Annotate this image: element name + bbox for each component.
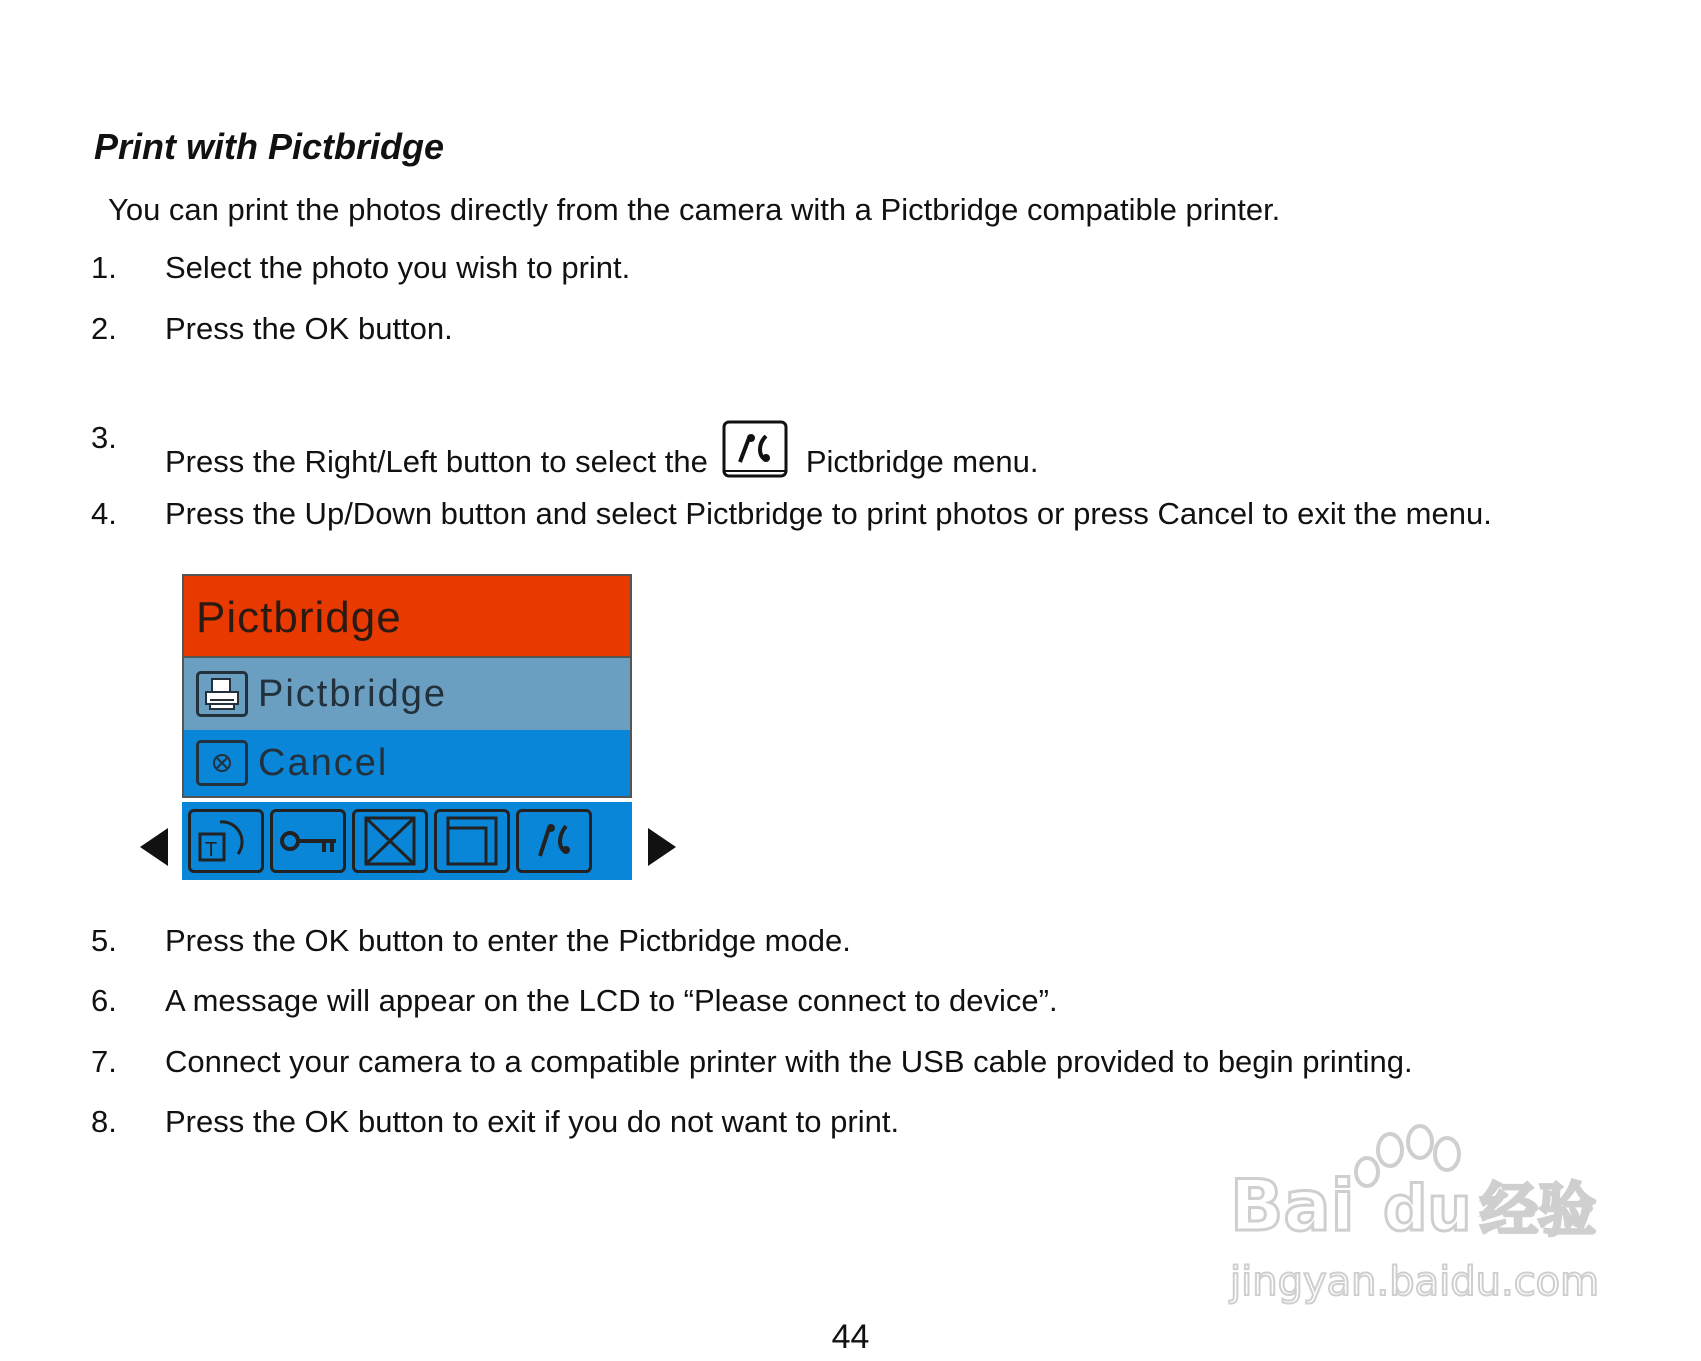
svg-text:jingyan.baidu.com: jingyan.baidu.com [1230,1259,1600,1305]
step-number: 2. [91,311,117,346]
lcd-item-label: Cancel [258,741,389,784]
step-text-after: Pictbridge menu. [805,444,1039,479]
step-text-before: Press the Right/Left button to select the [165,444,708,479]
lcd-item-label: Pictbridge [258,672,447,715]
pictbridge-icon [722,420,788,478]
step-text: Select the photo you wish to print. [165,250,631,285]
frame-icon[interactable] [434,809,510,873]
step-text [165,420,1038,480]
svg-text:经验: 经验 [1480,1176,1597,1244]
left-arrow-icon [140,828,168,866]
pictbridge-icon[interactable] [516,809,592,873]
right-arrow-icon [648,828,676,866]
intro-paragraph: You can print the photos directly from the camera with a Pictbridge compatible printer. [108,192,1281,227]
step-text: Press the OK button to exit if you do not want to print. [165,1104,900,1139]
text-rotate-icon[interactable] [188,809,264,873]
lcd-icon-bar [182,802,632,880]
step-number: 3. [91,420,117,455]
step-number: 1. [91,250,117,285]
step-number: 7. [91,1044,117,1079]
page-title: Print with Pictbridge [94,126,445,167]
step-number: 4. [91,496,117,531]
step-text: Press the OK button. [165,311,453,346]
key-icon[interactable] [270,809,346,873]
svg-text:Bai: Bai [1230,1165,1355,1247]
step-text: Press the OK button to enter the Pictbridge mode. [165,923,851,958]
delete-icon[interactable] [352,809,428,873]
page-number: 44 [831,1318,870,1356]
lcd-menu [182,574,632,880]
step-number: 5. [91,923,117,958]
step-text: A message will appear on the LCD to “Please connect to device”. [165,983,1058,1018]
lcd-menu-header: Pictbridge [182,574,632,658]
svg-text:du: du [1383,1172,1472,1245]
lcd-item-cancel[interactable] [182,730,632,798]
step-text: Press the Up/Down button and select Pictbridge to print photos or press Cancel to exit the menu. [165,496,1492,531]
lcd-item-pictbridge[interactable] [182,658,632,730]
step-number: 8. [91,1104,117,1139]
baidu-watermark-logo [1225,1120,1625,1320]
svg-text:T: T [205,839,218,861]
cancel-icon [196,740,248,786]
step-text: Connect your camera to a compatible printer with the USB cable provided to begin printing. [165,1044,1413,1079]
printer-icon [196,671,248,717]
step-number: 6. [91,983,117,1018]
